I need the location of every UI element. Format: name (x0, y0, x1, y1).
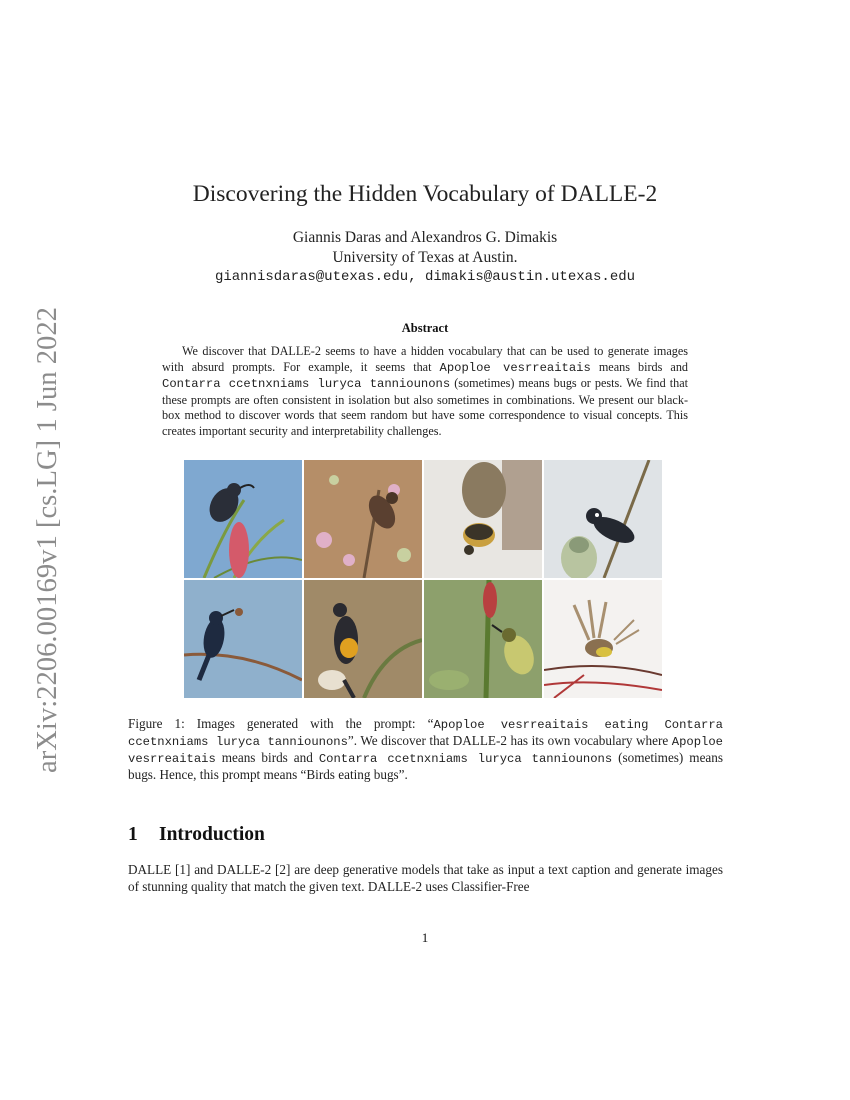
page-number: 1 (421, 930, 429, 945)
bird-image-1 (184, 460, 302, 578)
bird-photo-1 (184, 460, 302, 578)
caption-code-bugs: Contarra ccetnxniams luryca tanniounons (318, 752, 613, 766)
bird-photo-5 (184, 580, 302, 698)
bird-photo-7 (424, 580, 542, 698)
figure-caption (128, 716, 723, 783)
bird-image-8 (544, 580, 662, 698)
authors: Giannis Daras and Alexandros G. Dimakis (292, 229, 558, 246)
bird-image-2 (304, 460, 422, 578)
caption-text-1: Images generated with the prompt: “ (184, 716, 434, 731)
caption-text-4: (sometimes) means bugs. Hence, this prompt means “Birds eating bugs”. (128, 750, 723, 782)
email-link-dimakis[interactable]: dimakis@austin.utexas.edu (425, 269, 636, 285)
figure-image-grid (184, 460, 661, 698)
bird-image-3 (424, 460, 542, 578)
arxiv-stamp-graphic (12, 305, 72, 775)
affiliation: University of Texas at Austin. (332, 249, 518, 266)
section-heading-introduction (128, 824, 265, 846)
caption-text-3: means birds and (215, 750, 319, 765)
caption-code-birds: Apoploe vesrreaitais (128, 735, 723, 766)
section-title: Introduction (159, 824, 265, 845)
introduction-paragraph: DALLE [1] and DALLE-2 [2] are deep generative models that take as input a text caption and generate images of stunning quality that match the given text. DALLE-2 uses Classifier-Free (128, 862, 723, 894)
abstract-text-3: (sometimes) means bugs or pests. We find that these prompts are often consistent in isolation but also sometimes in combinations. We present our black-box method to discover words that seem random but have some correspondence to visual concepts. This creates important security and interpretability challenges. (162, 376, 689, 438)
bird-photo-6 (304, 580, 422, 698)
abstract-body (162, 344, 688, 439)
abstract-text-2: means birds and (590, 359, 689, 374)
bird-photo-3 (424, 460, 542, 578)
caption-text-2: ”. We discover that DALLE-2 has its own vocabulary where (347, 733, 672, 748)
arxiv-stamp-text: arXiv:2206.00169v1 [cs.LG] 1 Jun 2022 (32, 309, 63, 773)
email-link-daras[interactable]: giannisdaras@utexas.edu (214, 269, 409, 285)
bird-image-5 (184, 580, 302, 698)
caption-code-prompt: Apoploe vesrreaitais eating Contarra ccetnxniams luryca tanniounons (128, 718, 723, 749)
figure-label: Figure 1: (128, 716, 185, 731)
abstract-code-birds: Apoploe vesrreaitais (439, 360, 591, 375)
author-emails (0, 269, 850, 285)
bird-image-4 (544, 460, 662, 578)
abstract-code-bugs: Contarra ccetnxniams luryca tanniounons (162, 377, 451, 391)
arxiv-sidebar-stamp (12, 305, 72, 775)
bird-photo-2 (304, 460, 422, 578)
bird-image-7 (424, 580, 542, 698)
email-separator: , (408, 269, 425, 285)
abstract-heading: Abstract (401, 321, 449, 335)
section-number: 1 (128, 824, 138, 845)
bird-photo-4 (544, 460, 662, 578)
bird-photo-8 (544, 580, 662, 698)
abstract-text-1: We discover that DALLE-2 seems to have a hidden vocabulary that can be used to generate images with absurd prompts. For example, it seems that (162, 344, 688, 374)
bird-image-6 (304, 580, 422, 698)
paper-title: Discovering the Hidden Vocabulary of DALLE-2 (192, 181, 658, 207)
